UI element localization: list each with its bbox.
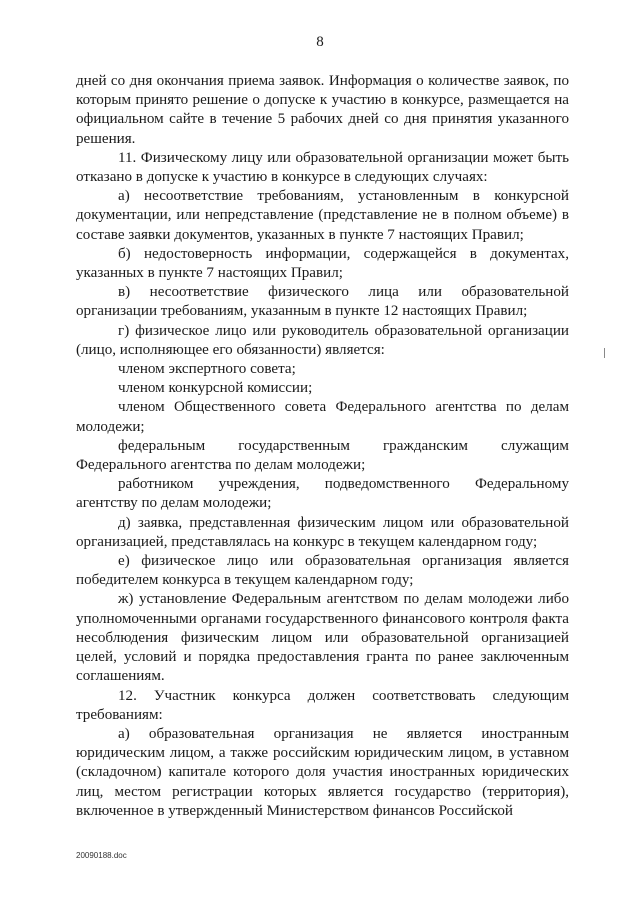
paragraph-11-g-employee: работником учреждения, подведомственного Федеральному агентству по делам молодежи; [76,476,569,512]
paragraph-12: 12. Участник конкурса должен соответствовать следующим требованиям: [76,687,569,723]
paragraph-11-g-commission: членом конкурсной комиссии; [118,380,313,397]
margin-mark [604,348,605,358]
paragraph-12-a: а) образовательная организация не является иностранным юридическим лицом, а также российским юридическим лицом, в уставном (складочном) капитале которого доля участия иностранных юридических лиц, местом регистрации которых является государство (территория), включенное в утвержденный Министерством финансов Российской [76,725,569,819]
paragraph-11-d: д) заявка, представленная физическим лицом или образовательной организацией, представлялась на конкурс в текущем календарном году; [76,514,569,550]
paragraph-11-g: г) физическое лицо или руководитель образовательной организации (лицо, исполняющее его обязанности) является: [76,322,569,358]
paragraph-11-e: е) физическое лицо или образовательная организация является победителем конкурса в текущем календарном году; [76,553,569,589]
paragraph-11-zh: ж) установление Федеральным агентством по делам молодежи либо уполномоченными органами государственного финансового контроля факта несоблюдения физическим лицом или образовательной организацией целей, условий и порядка предоставления гранта по ранее заключенным соглашениям. [76,591,569,685]
file-name-footer: 20090188.doc [76,851,127,860]
paragraph-11-g-expert: членом экспертного совета; [118,361,296,378]
paragraph-11-a: а) несоответствие требованиям, установленным в конкурсной документации, или непредставление (представление не в полном объеме) в составе заявки документов, указанных в пункте 7 настоящих Правил; [76,188,569,243]
page-number: 8 [316,34,324,50]
paragraph-11-g-council: членом Общественного совета Федерального агентства по делам молодежи; [76,399,569,435]
paragraph-11-b: б) недостоверность информации, содержащейся в документах, указанных в пункте 7 настоящих Правил; [76,245,569,282]
document-body [76,72,569,821]
paragraph-11-v: в) несоответствие физического лица или образовательной организации требованиям, указанным в пункте 12 настоящих Правил; [76,284,569,320]
paragraph-intro: дней со дня окончания приема заявок. Информация о количестве заявок, по которым принято решение о допуске к участию в конкурсе, размещается на официальном сайте в течение 5 рабочих дней со дня принятия указанного решения. [76,73,569,147]
paragraph-11-g-civil-servant: федеральным государственным гражданским служащим Федерального агентства по делам молодежи; [76,437,569,474]
paragraph-11: 11. Физическому лицу или образовательной организации может быть отказано в допуске к участию в конкурсе в следующих случаях: [76,149,569,186]
